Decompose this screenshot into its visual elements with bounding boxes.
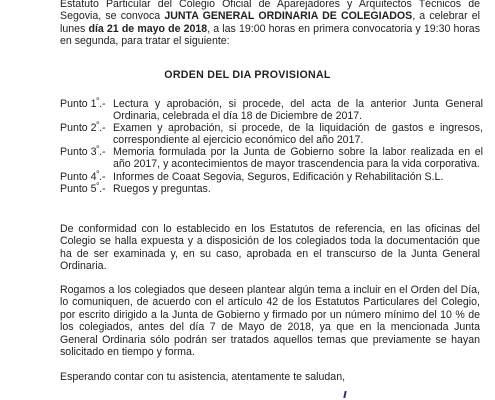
agenda-heading: ORDEN DEL DIA PROVISIONAL bbox=[164, 69, 331, 81]
intro-text-3: , a las 19:00 horas en primera convocatoria y 19:30 horas en segunda, para tratar el siguiente: bbox=[60, 22, 480, 48]
intro-paragraph bbox=[60, 0, 480, 48]
agenda-item-2 bbox=[60, 122, 485, 146]
agenda-item-text: Ruegos y preguntas. bbox=[113, 182, 211, 195]
agenda-list bbox=[60, 98, 485, 195]
meeting-name: JUNTA GENERAL ORDINARIA DE COLEGIADOS bbox=[164, 10, 413, 23]
closing-paragraph: Esperando contar con tu asistencia, atentamente te saludan, bbox=[60, 371, 346, 383]
meeting-date: día 21 de mayo de 2018 bbox=[88, 22, 208, 35]
agenda-item-text: Lectura y aprobación, si procede, del acta de la anterior Junta General Ordinaria, celebrada el día 18 de Diciembre de 2017. bbox=[113, 98, 483, 123]
agenda-item-4 bbox=[60, 171, 485, 183]
agenda-item-label: Punto $2^º.-$ bbox=[60, 121, 106, 135]
request-topics-paragraph: Rogamos a los colegiados que deseen plantear algún tema a incluir en el Orden del Día, lo comuniquen, de acuerdo con el artículo 42 de los Estatutos Particulares del Colegio, por escrito dirigido a la Junta de Gobierno y firmado por un número mínimo del 10 % de los colegiados, antes del día 7 de Mayo de 2018, ya que en la mencionada Junta General Ordinaria sólo podrán ser tratados aquellos temas que previamente se hayan solicitado en tiempo y forma. bbox=[60, 284, 480, 359]
signature-ink-mark bbox=[343, 391, 346, 398]
agenda-item-5 bbox=[60, 183, 485, 195]
agenda-item-label: Punto $4^º.-$ bbox=[60, 170, 106, 183]
intro-text-1: Estatuto Particular del Colegio Oficial de Aparejadores y Arquitectos Técnicos de Segovia, se convoca bbox=[60, 0, 480, 23]
agenda-item-label: Punto $3^º.-$ bbox=[60, 145, 106, 159]
intro-text-2: , a celebrar el lunes bbox=[60, 10, 480, 35]
agenda-item-text: Memoria formulada por la Junta de Gobierno sobre la labor realizada en el año 2017, y acontecimientos de mayor trascendencia para la vida corporativa. bbox=[113, 146, 483, 171]
agenda-item-text: Examen y aprobación, si procede, de la liquidación de gastos e ingresos, correspondiente al ejercicio económico del año 2017. bbox=[113, 122, 483, 147]
documentation-paragraph: De conformidad con lo establecido en los Estatutos de referencia, en las oficinas del Colegio se halla expuesta y a disposición de los colegiados toda la documentación que ha de ser examinada y, en su caso, aprobada en el transcurso de la Junta General Ordinaria. bbox=[60, 223, 480, 273]
agenda-item-label: Punto $1^º.-$ bbox=[60, 97, 106, 110]
agenda-item-label: Punto $5^º.-$ bbox=[60, 182, 106, 195]
agenda-item-text: Informes de Coaat Segovia, Seguros, Edificación y Rehabilitación S.L. bbox=[113, 170, 444, 183]
agenda-item-3 bbox=[60, 146, 485, 170]
agenda-item-1 bbox=[60, 98, 485, 122]
